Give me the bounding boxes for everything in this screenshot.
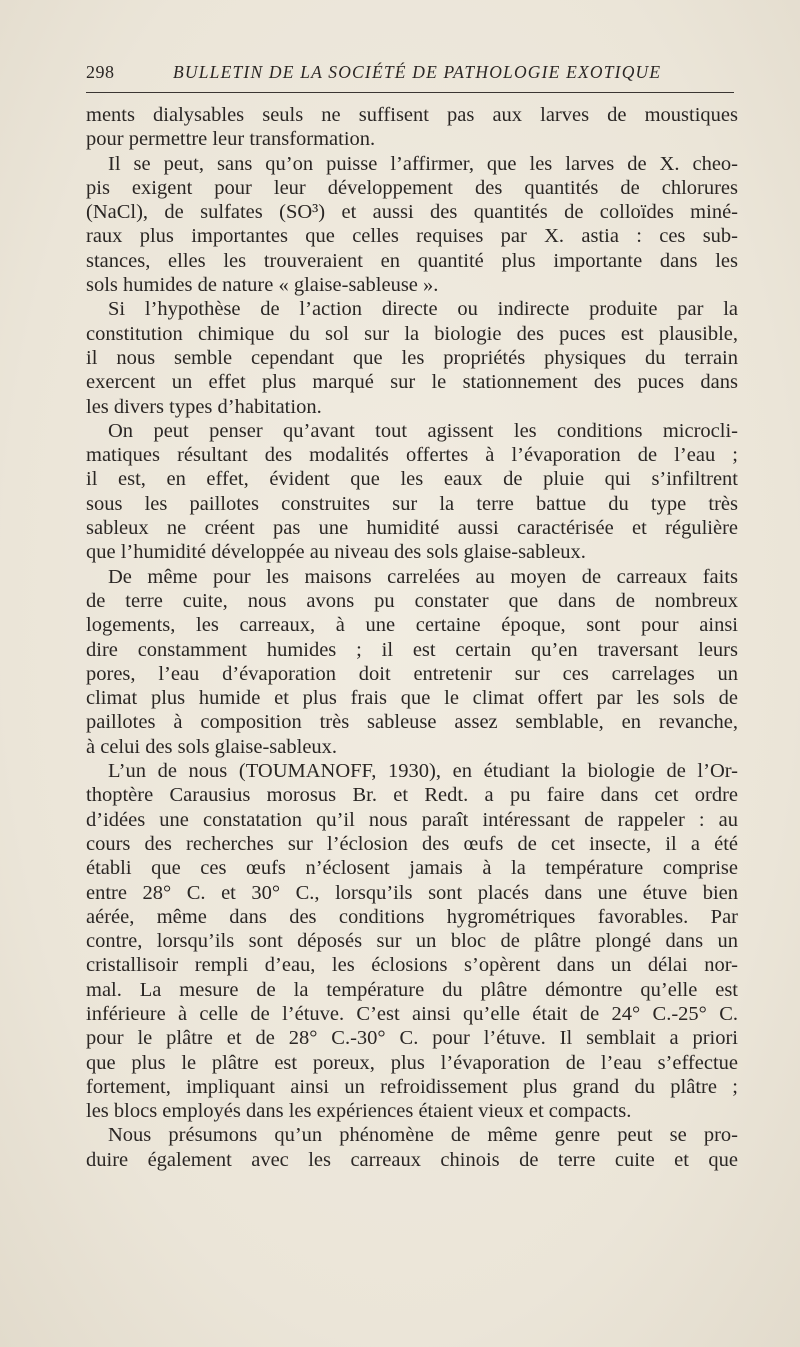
running-header (86, 62, 736, 86)
text-line: contre, lorsqu’ils sont déposés sur un bloc de plâtre plongé dans un (86, 930, 738, 953)
text-line: les divers types d’habitation. (86, 395, 322, 418)
text-line: à celui des sols glaise-sableux. (86, 735, 338, 758)
text-line: constitution chimique du sol sur la biologie des puces est plausible, (86, 322, 738, 345)
text-line: pores, l’eau d’évaporation doit entretenir sur ces carrelages un (86, 662, 738, 685)
text-line: duire également avec les carreaux chinois de terre cuite et que (86, 1148, 738, 1171)
text-line: paillotes à composition très sableuse assez semblable, en revanche, (86, 711, 738, 734)
text-line: mal. La mesure de la température du plâtre démontre qu’elle est (86, 978, 738, 1001)
text-line: matiques résultant des modalités offertes à l’évaporation de l’eau ; (86, 444, 738, 467)
text-line: sous les paillotes construites sur la terre battue du type très (86, 492, 738, 515)
text-line: cours des recherches sur l’éclosion des œufs de cet insecte, il a été (86, 832, 738, 855)
text-line: pis exigent pour leur développement des quantités de chlorures (86, 176, 738, 199)
text-line: fortement, impliquant ainsi un refroidissement plus grand du plâtre ; (86, 1075, 738, 1098)
running-title: BULLETIN DE LA SOCIÉTÉ DE PATHOLOGIE EXOTIQUE (173, 62, 662, 82)
text-line: De même pour les maisons carrelées au moyen de carreaux faits (108, 565, 738, 588)
text-line: entre 28° C. et 30° C., lorsqu’ils sont placés dans une étuve bien (86, 881, 738, 904)
text-line: raux plus importantes que celles requises par X. astia : ces sub- (86, 225, 738, 248)
text-line: que l’humidité développée au niveau des sols glaise-sableux. (86, 541, 586, 564)
text-line: Si l’hypothèse de l’action directe ou indirecte produite par la (108, 298, 738, 321)
body-text (86, 103, 738, 1172)
text-line: (NaCl), de sulfates (SO³) et aussi des quantités de colloïdes miné- (86, 201, 738, 224)
text-line: stances, elles les trouveraient en quantité plus importante dans les (86, 249, 738, 272)
text-line: établi que ces œufs n’éclosent jamais à la température comprise (86, 857, 738, 880)
page-number: 298 (86, 62, 115, 82)
text-line: inférieure à celle de l’étuve. C’est ainsi qu’elle était de 24° C.-25° C. (86, 1002, 738, 1025)
text-line: On peut penser qu’avant tout agissent les conditions microcli- (108, 419, 738, 442)
text-line: sableux ne créent pas une humidité aussi caractérisée et régulière (86, 517, 738, 540)
header-rule (86, 92, 734, 93)
text-line: d’idées une constatation qu’il nous paraît intéressant de rappeler : au (86, 808, 738, 831)
text-line: aérée, même dans des conditions hygrométriques favorables. Par (86, 905, 738, 928)
text-line: Il se peut, sans qu’on puisse l’affirmer, que les larves de X. cheo- (108, 152, 738, 175)
text-line: que plus le plâtre est poreux, plus l’évaporation de l’eau s’effectue (86, 1051, 738, 1074)
text-line: il est, en effet, évident que les eaux de pluie qui s’infiltrent (86, 468, 738, 491)
text-line: sols humides de nature « glaise-sableuse ». (86, 274, 439, 297)
text-line: Nous présumons qu’un phénomène de même genre peut se pro- (108, 1124, 738, 1147)
text-line: dire constamment humides ; il est certain qu’en traversant leurs (86, 638, 738, 661)
text-line: il nous semble cependant que les propriétés physiques du terrain (86, 346, 738, 369)
text-line: pour permettre leur transformation. (86, 128, 376, 151)
text-line: logements, les carreaux, à une certaine époque, sont pour ainsi (86, 614, 738, 637)
text-line: cristallisoir rempli d’eau, les éclosions s’opèrent dans un délai nor- (86, 954, 738, 977)
text-line: ments dialysables seuls ne suffisent pas aux larves de moustiques (86, 104, 738, 126)
text-line: climat plus humide et plus frais que le climat offert par les sols de (86, 687, 738, 710)
text-line: thoptère Carausius morosus Br. et Redt. a pu faire dans cet ordre (86, 784, 738, 807)
text-line: exercent un effet plus marqué sur le stationnement des puces dans (86, 371, 738, 394)
text-line: de terre cuite, nous avons pu constater que dans de nombreux (86, 589, 738, 612)
text-line: pour le plâtre et de 28° C.-30° C. pour l’étuve. Il semblait a priori (86, 1027, 738, 1050)
text-line: L’un de nous (TOUMANOFF, 1930), en étudiant la biologie de l’Or- (108, 760, 738, 783)
text-line: les blocs employés dans les expériences étaient vieux et compacts. (86, 1100, 632, 1123)
